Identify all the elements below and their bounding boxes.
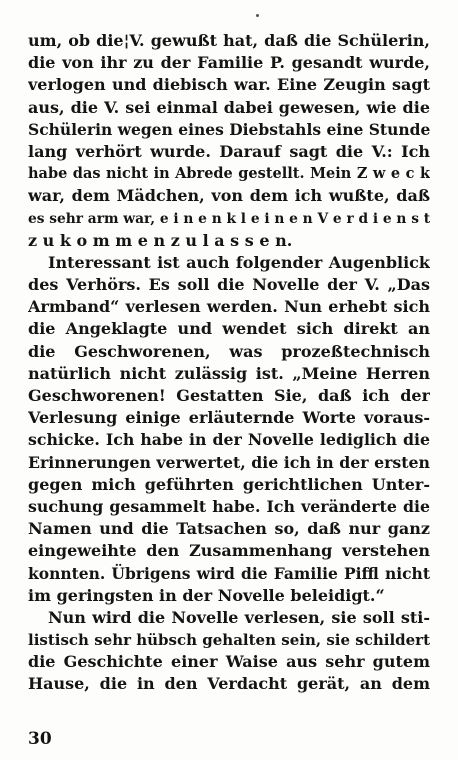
text-line: eingeweihte den Zusammenhang verstehen (28, 541, 430, 561)
text-line: die von ihr zu der Familie P. gesandt wurde, (28, 53, 430, 73)
text-line: suchung gesammelt habe. Ich veränderte die (28, 496, 430, 516)
text-line: Interessant ist auch folgender Augenblick (48, 252, 430, 272)
text-line: schicke. Ich habe in der Novelle lediglich die (28, 430, 430, 450)
text-line: Armband“ verlesen werden. Nun erhebt sich (28, 297, 430, 317)
text-line: konnten. Übrigens wird die Familie Piffl nicht (28, 563, 430, 583)
body-text (28, 30, 430, 696)
text-line: um, ob die¦V. gewußt hat, daß die Schülerin, (28, 31, 430, 50)
text-line: Hause, die in den Verdacht gerät, an dem (28, 674, 430, 694)
text-line: Erinnerungen verwertet, die ich in der ersten (28, 452, 430, 472)
text-line: Verlesung einige erläuternde Worte voraus- (28, 408, 430, 428)
text-line: lang verhört wurde. Darauf sagt die V.: Ich (28, 141, 430, 161)
text-line: listisch sehr hübsch gehalten sein, sie schildert (28, 631, 430, 650)
text-line: gegen mich geführten gerichtlichen Unter- (28, 474, 430, 494)
text-line: es sehr arm war, e i n e n k l e i n e n V e r d i e n s t (28, 210, 430, 227)
text-line: war, dem Mädchen, von dem ich wußte, daß (28, 186, 430, 206)
text-line: Schülerin wegen eines Diebstahls eine Stunde (28, 119, 430, 139)
text-line: die Angeklagte und wendet sich direkt an (28, 319, 430, 339)
page-number: 30 (28, 729, 52, 749)
text-line: aus, die V. sei einmal dabei gewesen, wie die (28, 97, 430, 117)
text-line: die Geschichte einer Waise aus sehr gutem (28, 652, 430, 672)
text-line: verlogen und diebisch war. Eine Zeugin sagt (28, 75, 430, 95)
ink-speck (256, 14, 259, 17)
text-line: z u k o m m e n z u l a s s e n. (28, 230, 293, 250)
text-line: im geringsten in der Novelle beleidigt.“ (28, 585, 385, 605)
text-line: habe das nicht in Abrede gestellt. Mein Z w e c k (28, 165, 430, 183)
text-line: natürlich nicht zulässig ist. „Meine Herren (28, 363, 430, 383)
text-line: die Geschworenen, was prozeßtechnisch (28, 341, 430, 361)
text-line: des Verhörs. Es soll die Novelle der V. „Das (28, 275, 430, 295)
text-line: Nun wird die Novelle verlesen, sie soll sti- (48, 607, 430, 627)
text-line: Geschworenen! Gestatten Sie, daß ich der (28, 386, 430, 405)
text-line: Namen und die Tatsachen so, daß nur ganz (28, 519, 430, 539)
